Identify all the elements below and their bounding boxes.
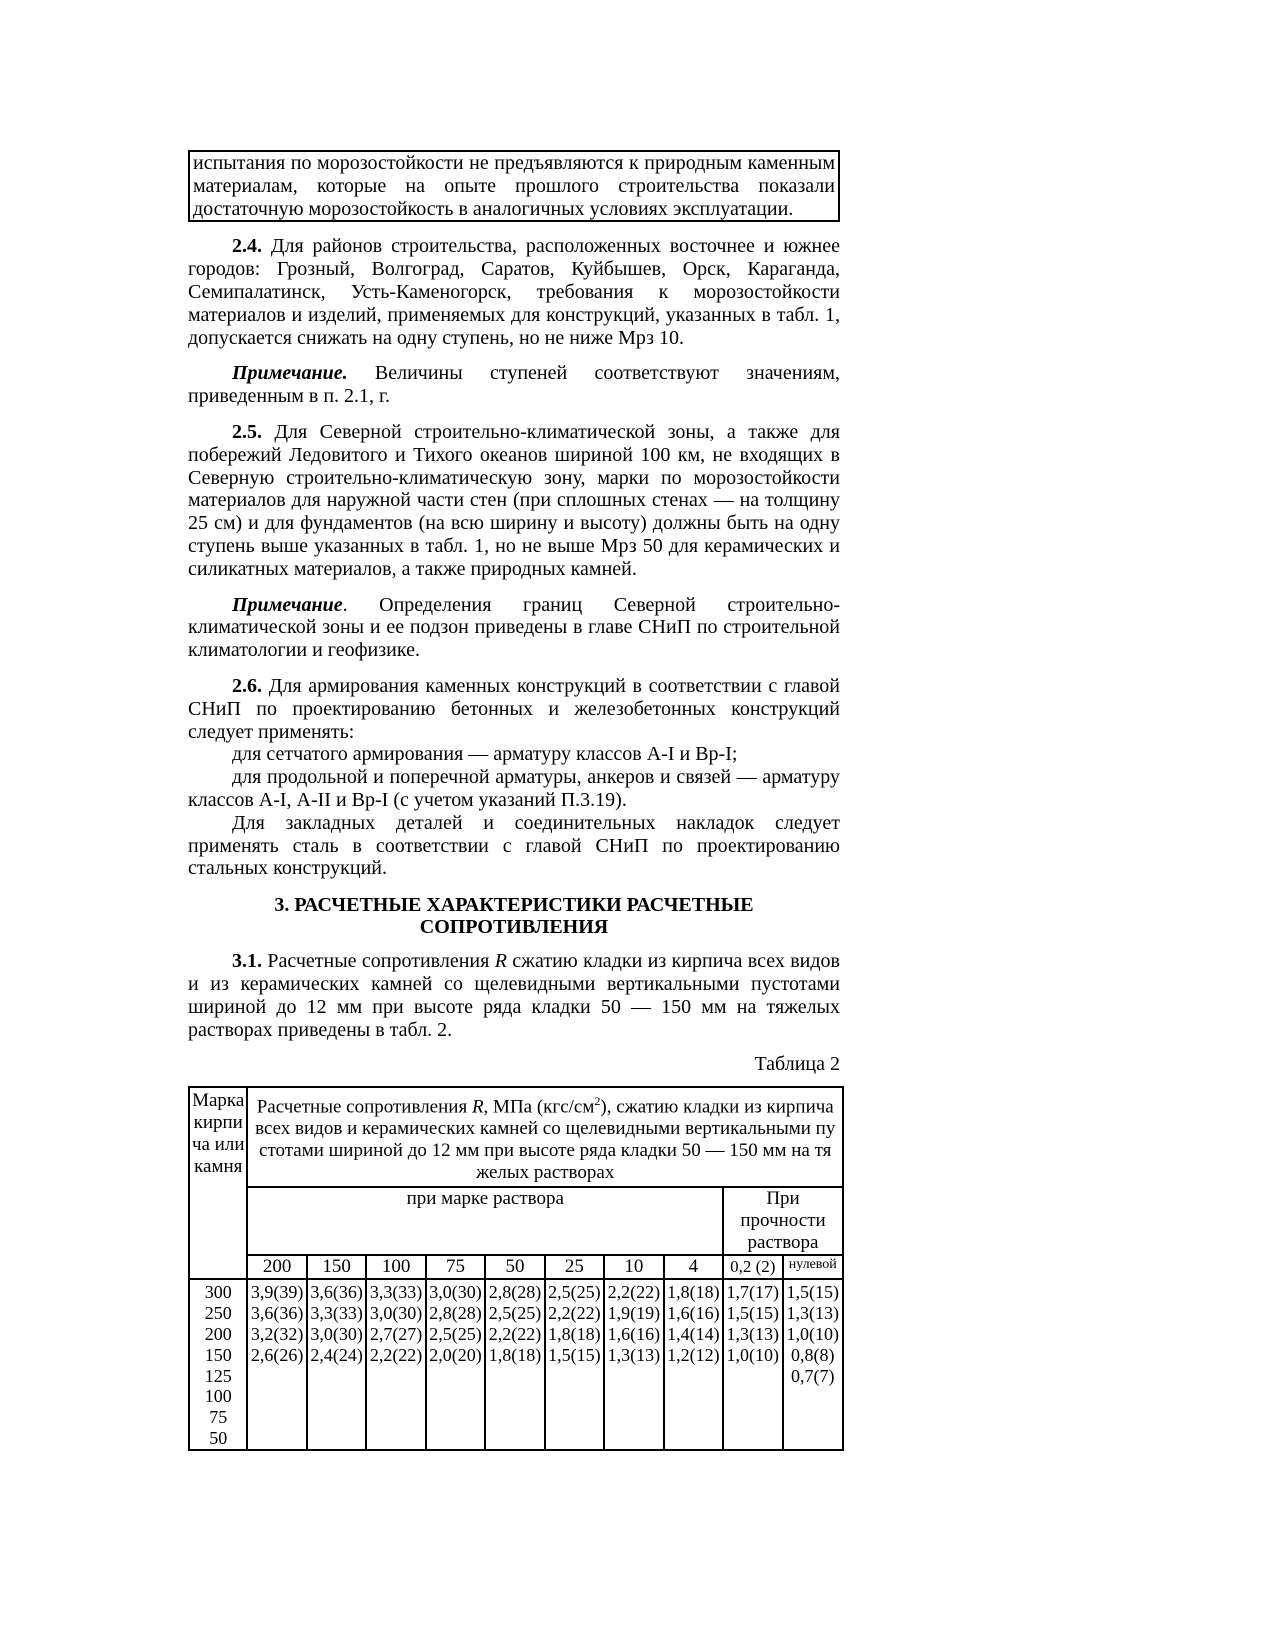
table-cell: 0,8(8) — [791, 1344, 835, 1365]
table-cell: 3,0(30) — [310, 1324, 363, 1345]
table-cell: 1,8(18) — [548, 1324, 601, 1345]
grade-label: 200 — [204, 1324, 232, 1345]
column-header: 200 — [247, 1255, 306, 1279]
table-cell: 1,8(18) — [667, 1282, 720, 1303]
header-text: ), сжатию кладки из кирпича всех видов и керамических камней со щелевидными вертикальными пустотами шириной до 12 мм при высоте ряда кладки 50 — 150 мм на тяжелых растворах — [255, 1096, 836, 1184]
column-header: 50 — [485, 1255, 544, 1279]
table-cell: 1,9(19) — [607, 1303, 661, 1324]
paragraph-3-1 — [188, 950, 840, 1041]
note-text: Величины ступеней соответствуют значениям, приведенным в п. 2.1, г. — [188, 362, 840, 408]
table-cell: 1,5(15) — [786, 1282, 839, 1303]
table-cell: 2,6(26) — [250, 1344, 304, 1365]
header-text: , МПа (кгс/см — [483, 1096, 595, 1118]
table-cell: 1,6(16) — [607, 1324, 661, 1345]
value-column — [783, 1279, 843, 1449]
header-text: Расчетные сопротивления — [256, 1096, 472, 1118]
clause-text: сжатию кладки из кирпича всех видов и из керамических камней со щелевидными вертикальными пустотами шириной до 12 мм при высоте ряда кладки 50 — 150 мм на тяжелых растворах приведены в табл. 2. — [188, 950, 840, 1041]
table-cell: 2,5(25) — [429, 1324, 482, 1345]
column-header: нулевой — [783, 1255, 843, 1279]
table-cell: 1,8(18) — [488, 1344, 542, 1365]
note-text: . Определения границ Северной строительно-климатической зоны и ее подзон приведены в главе СНиП по строительной климатологии и геофизике. — [188, 593, 840, 662]
table-cell: 2,5(25) — [548, 1282, 601, 1303]
value-column — [664, 1279, 723, 1449]
table-cell: 2,8(28) — [429, 1303, 482, 1324]
grade-label: 250 — [204, 1303, 232, 1324]
table-cell: 1,3(13) — [607, 1344, 661, 1365]
table-cell: 2,7(27) — [369, 1324, 423, 1345]
section-title: 3. РАСЧЕТНЫЕ ХАРАКТЕРИСТИКИ РАСЧЕТНЫЕ СОПРОТИВЛЕНИЯ — [274, 894, 754, 939]
value-column — [366, 1279, 425, 1449]
clause-text: Расчетные сопротивления — [262, 950, 495, 973]
table-2 — [188, 1086, 844, 1451]
table-cell: 3,2(32) — [250, 1324, 304, 1345]
table-cell: 3,0(30) — [429, 1282, 482, 1303]
note-label: Примечание — [232, 593, 343, 616]
column-header: 10 — [604, 1255, 663, 1279]
table-cell: 3,3(33) — [369, 1282, 423, 1303]
clause-text: Для армирования каменных конструкций в соответствии с главой СНиП по проектированию бетонных и железобетонных конструкций следует применять: — [188, 674, 840, 743]
table-cell: 3,6(36) — [250, 1303, 304, 1324]
grade-label: 75 — [209, 1407, 228, 1428]
column-header: 25 — [545, 1255, 604, 1279]
column-header: 75 — [426, 1255, 485, 1279]
grade-column-header: Марка кирпича или камня — [189, 1087, 247, 1279]
table-cell: 1,3(13) — [726, 1324, 780, 1345]
table-cell: 3,9(39) — [250, 1282, 304, 1303]
table-cell: 1,5(15) — [726, 1303, 780, 1324]
table-cell: 3,3(33) — [310, 1303, 363, 1324]
column-header: 4 — [664, 1255, 723, 1279]
mortar-strength-header: При прочности раствора — [723, 1187, 843, 1255]
table-cell: 2,2(22) — [607, 1282, 661, 1303]
table-cell: 2,4(24) — [310, 1344, 363, 1365]
grade-label: 100 — [204, 1386, 232, 1407]
table-cell: 1,2(12) — [667, 1344, 720, 1365]
value-column — [307, 1279, 366, 1449]
clause-text: Для районов строительства, расположенных восточнее и южнее городов: Грозный, Волгоград, Саратов, Куйбышев, Орск, Караганда, Семипалатинск, Усть-Каменогорск, требования к морозостойкости материалов и изделий, применяемых для конструкций, указанных в табл. 1, допускается снижать на одну ступень, но не ниже Мрз 10. — [188, 235, 840, 349]
value-column — [485, 1279, 544, 1449]
table-cell: 1,0(10) — [726, 1344, 780, 1365]
table-cell: 1,3(13) — [786, 1303, 839, 1324]
note-label: Примечание. — [232, 362, 348, 385]
symbol-r: R — [494, 950, 507, 973]
mortar-grade-header: при марке раствора — [247, 1187, 723, 1255]
clause-number: 2.6. — [232, 674, 262, 697]
table-cell: 2,2(22) — [548, 1303, 601, 1324]
table-cell: 2,0(20) — [429, 1344, 482, 1365]
table-cell: 0,7(7) — [791, 1365, 835, 1386]
clause-number: 3.1. — [232, 950, 262, 973]
column-header: 0,2 (2) — [723, 1255, 782, 1279]
value-column — [545, 1279, 604, 1449]
table-cell: 2,5(25) — [488, 1303, 542, 1324]
clause-text: Для Северной строительно-климатической зоны, а также для побережий Ледовитого и Тихого океанов шириной 100 км, не входящих в Северную строительно-климатическую зону, марки по морозостойкости материалов для наружной части стен (при сплошных стенах — на толщину 25 см) и для фундаментов (на всю ширину и высоту) должны быть на одну ступень выше указанных в табл. 1, но не выше Мрз 50 для керамических и силикатных материалов, а также природных камней. — [188, 420, 840, 580]
table-main-header — [247, 1087, 843, 1187]
column-header: 150 — [307, 1255, 366, 1279]
table-cell: 2,2(22) — [369, 1344, 423, 1365]
table-cell: 3,0(30) — [369, 1303, 423, 1324]
grade-label: 300 — [204, 1282, 232, 1303]
value-column — [604, 1279, 663, 1449]
table-cell: 1,0(10) — [786, 1324, 839, 1345]
paragraph-2-5 — [188, 421, 840, 581]
paragraph-2-4 — [188, 235, 840, 349]
table-caption: Таблица 2 — [754, 1053, 840, 1076]
value-column — [723, 1279, 782, 1449]
clause-number: 2.5. — [232, 420, 262, 443]
table-cell: 1,4(14) — [667, 1324, 720, 1345]
boxed-text: испытания по морозостойкости не предъявляются к природным каменным материалам, которые на опыте прошлого строительства показали достаточную морозостойкость в аналогичных условиях эксплуатации. — [193, 152, 835, 220]
table-cell: 2,2(22) — [488, 1324, 542, 1345]
paragraph-2-6 — [188, 675, 840, 743]
table-cell: 3,6(36) — [310, 1282, 363, 1303]
grade-label: 50 — [209, 1428, 228, 1448]
column-header: 100 — [366, 1255, 425, 1279]
table-cell: 1,6(16) — [667, 1303, 720, 1324]
table-data-row — [189, 1279, 843, 1449]
header-superscript: 2 — [594, 1094, 601, 1109]
grade-labels — [189, 1279, 247, 1449]
boxed-paragraph — [188, 150, 840, 222]
table-cell: 1,5(15) — [548, 1344, 601, 1365]
paragraph-2-6-embedded: Для закладных деталей и соединительных накладок следует применять сталь в соответствии с главой СНиП по проектированию стальных конструкций. — [188, 811, 840, 880]
note-2 — [188, 594, 840, 662]
paragraph-2-6-longitudinal: для продольной и поперечной арматуры, анкеров и связей — арматуру классов А-I, А-II и Вр-I (с учетом указаний П.3.19). — [188, 766, 840, 811]
table-cell: 2,8(28) — [488, 1282, 542, 1303]
symbol-r: R — [471, 1096, 484, 1118]
clause-number: 2.4. — [232, 235, 262, 258]
grade-label: 125 — [204, 1365, 232, 1386]
value-column — [247, 1279, 306, 1449]
note-1 — [188, 362, 840, 408]
document-page — [188, 150, 840, 1451]
table-cell: 1,7(17) — [726, 1282, 780, 1303]
paragraph-2-6-mesh: для сетчатого армирования — арматуру классов А-I и Вр-I; — [232, 743, 738, 766]
value-column — [426, 1279, 485, 1449]
section-heading-3 — [188, 894, 840, 938]
grade-label: 150 — [204, 1344, 232, 1365]
